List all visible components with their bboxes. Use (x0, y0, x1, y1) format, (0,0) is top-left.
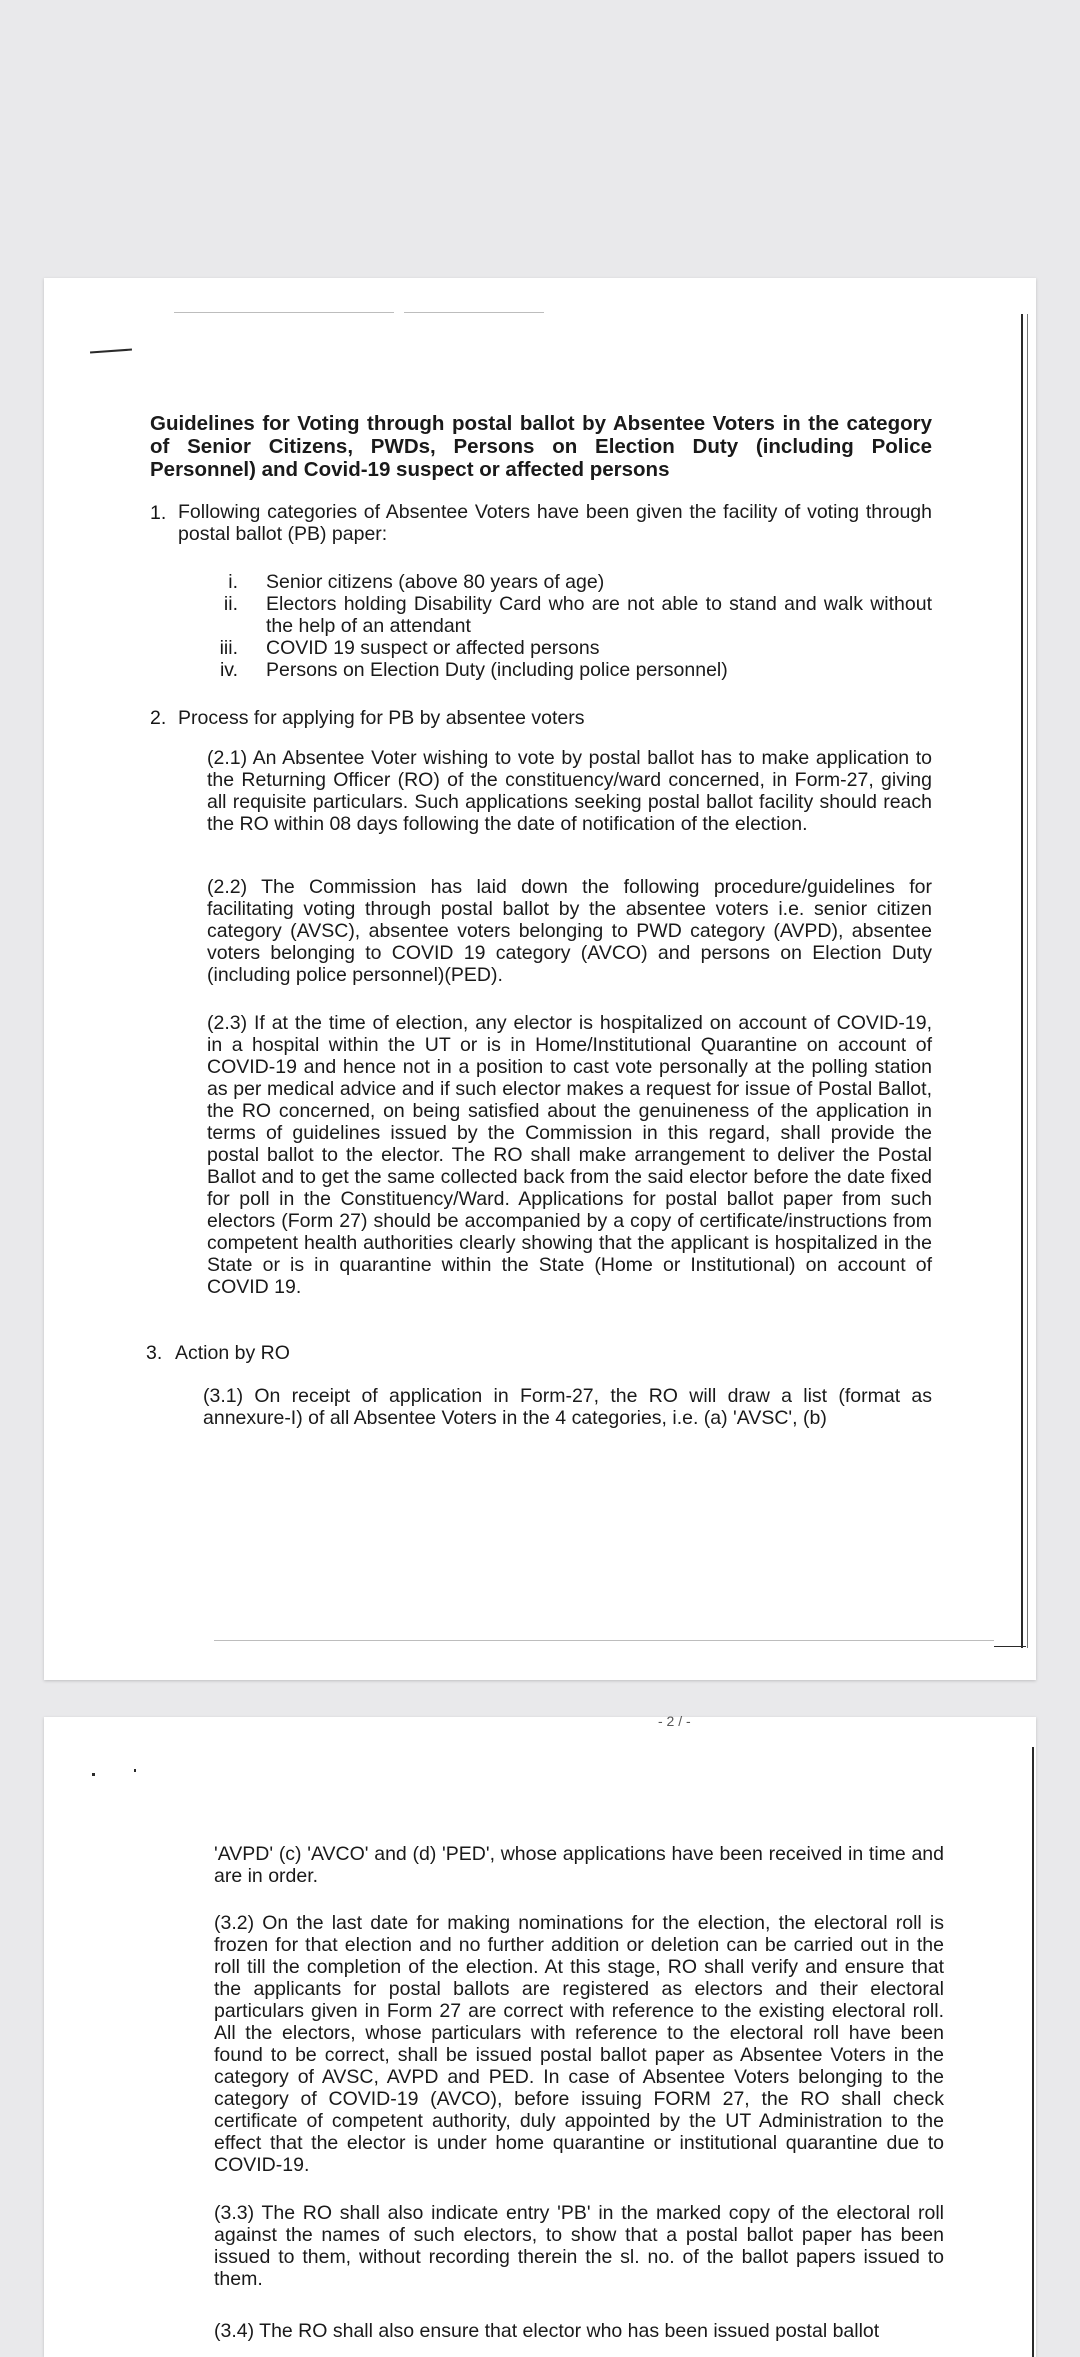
scan-artifact-line (174, 312, 394, 313)
paragraph-2-3: (2.3) If at the time of election, any elector is hospitalized on account of COVID-19, in a hospital within the UT or is in Home/Institutional Quarantine on account of COVID-19 and hence not in a position to cast vote personally at the polling station as per medical advice and if such elector makes a request for issue of Postal Ballot, the RO concerned, on being satisfied about the genuineness of the application in terms of guidelines issued by the Commission in this regard, shall provide the postal ballot to the elector. The RO shall make arrangement to deliver the Postal Ballot and to get the same collected back from the said elector before the date fixed for poll in the Constituency/Ward. Applications for postal ballot paper from such electors (Form 27) should be accompanied by a copy of certificate/instructions from competent health authorities clearly showing that the applicant is hospitalized in the State or is in quarantine within the State (Home or Institutional) on account of COVID 19. (207, 1012, 932, 1298)
scan-border-line (1032, 1747, 1034, 2357)
list-item: Electors holding Disability Card who are not able to stand and walk without the help of an attendant (266, 593, 932, 637)
paragraph-3-4-start: (3.4) The RO shall also ensure that elector who has been issued postal ballot (214, 2320, 880, 2342)
scan-artifact-line (214, 1640, 994, 1641)
list-marker: iii. (219, 637, 238, 659)
paragraph-3-1-start: (3.1) On receipt of application in Form-27, the RO will draw a list (format as annexure-I) of all Absentee Voters in the 4 categories, i.e. (a) 'AVSC', (b) (203, 1385, 932, 1429)
document-page-2 (44, 1713, 1036, 2357)
scan-artifact-mark (994, 1646, 1026, 1647)
scan-artifact-line (404, 312, 544, 313)
section-1-number: 1. (150, 502, 167, 524)
section-3-number: 3. (146, 1342, 163, 1364)
section-2-heading: Process for applying for PB by absentee voters (178, 707, 585, 729)
scan-artifact-mark (90, 349, 132, 354)
scan-border-line (1027, 314, 1028, 1648)
paragraph-2-2: (2.2) The Commission has laid down the following procedure/guidelines for facilitating voting through postal ballot by the absentee voters i.e. senior citizen category (AVSC), absentee voters belonging to PWD category (AVPD), absentee voters belonging to COVID 19 category (AVCO) and persons on Election Duty (including police personnel)(PED). (207, 876, 932, 986)
section-1-text: Following categories of Absentee Voters have been given the facility of voting through postal ballot (PB) paper: (178, 501, 932, 545)
list-marker: iv. (219, 659, 238, 681)
paragraph-3-3: (3.3) The RO shall also indicate entry 'PB' in the marked copy of the electoral roll against the names of such electors, to show that a postal ballot paper has been issued to them, without recording therein the sl. no. of the ballot papers issued to them. (214, 2202, 944, 2290)
scan-artifact-mark (134, 1769, 136, 1772)
page-number-mark: - 2 / - (658, 1713, 691, 1729)
document-page-1 (44, 278, 1036, 1680)
section-2-number: 2. (150, 707, 167, 729)
list-item: Persons on Election Duty (including police personnel) (266, 659, 728, 681)
list-item: Senior citizens (above 80 years of age) (266, 571, 605, 593)
scan-border-line (1021, 314, 1023, 1648)
document-title: Guidelines for Voting through postal ballot by Absentee Voters in the category of Senior Citizens, PWDs, Persons on Election Duty (including Police Personnel) and Covid-19 suspect or affected persons (150, 412, 932, 481)
paragraph-2-1: (2.1) An Absentee Voter wishing to vote by postal ballot has to make application to the Returning Officer (RO) of the constituency/ward concerned, in Form-27, giving all requisite particulars. Such applications seeking postal ballot facility should reach the RO within 08 days following the date of notification of the election. (207, 747, 932, 835)
list-marker: i. (228, 571, 238, 593)
scan-artifact-mark (92, 1773, 95, 1776)
paragraph-3-2: (3.2) On the last date for making nominations for the election, the electoral roll is frozen for that election and no further addition or deletion can be carried out in the roll till the completion of the election. At this stage, RO shall verify and ensure that the applicants for postal ballots are registered as electors and their electoral particulars given in Form 27 are correct with reference to the existing electoral roll. All the electors, whose particulars with reference to the electoral roll have been found to be correct, shall be issued postal ballot paper as Absentee Voters in the category of AVSC, AVPD and PED. In case of Absentee Voters belonging to the category of COVID-19 (AVCO), before issuing FORM 27, the RO shall check certificate of competent authority, duly appointed by the UT Administration to the effect that the elector is under home quarantine or institutional quarantine due to COVID-19. (214, 1912, 944, 2176)
section-3-heading: Action by RO (175, 1342, 290, 1364)
list-marker: ii. (223, 593, 238, 615)
list-item: COVID 19 suspect or affected persons (266, 637, 600, 659)
paragraph-3-1-continued: 'AVPD' (c) 'AVCO' and (d) 'PED', whose applications have been received in time and are in order. (214, 1843, 944, 1887)
